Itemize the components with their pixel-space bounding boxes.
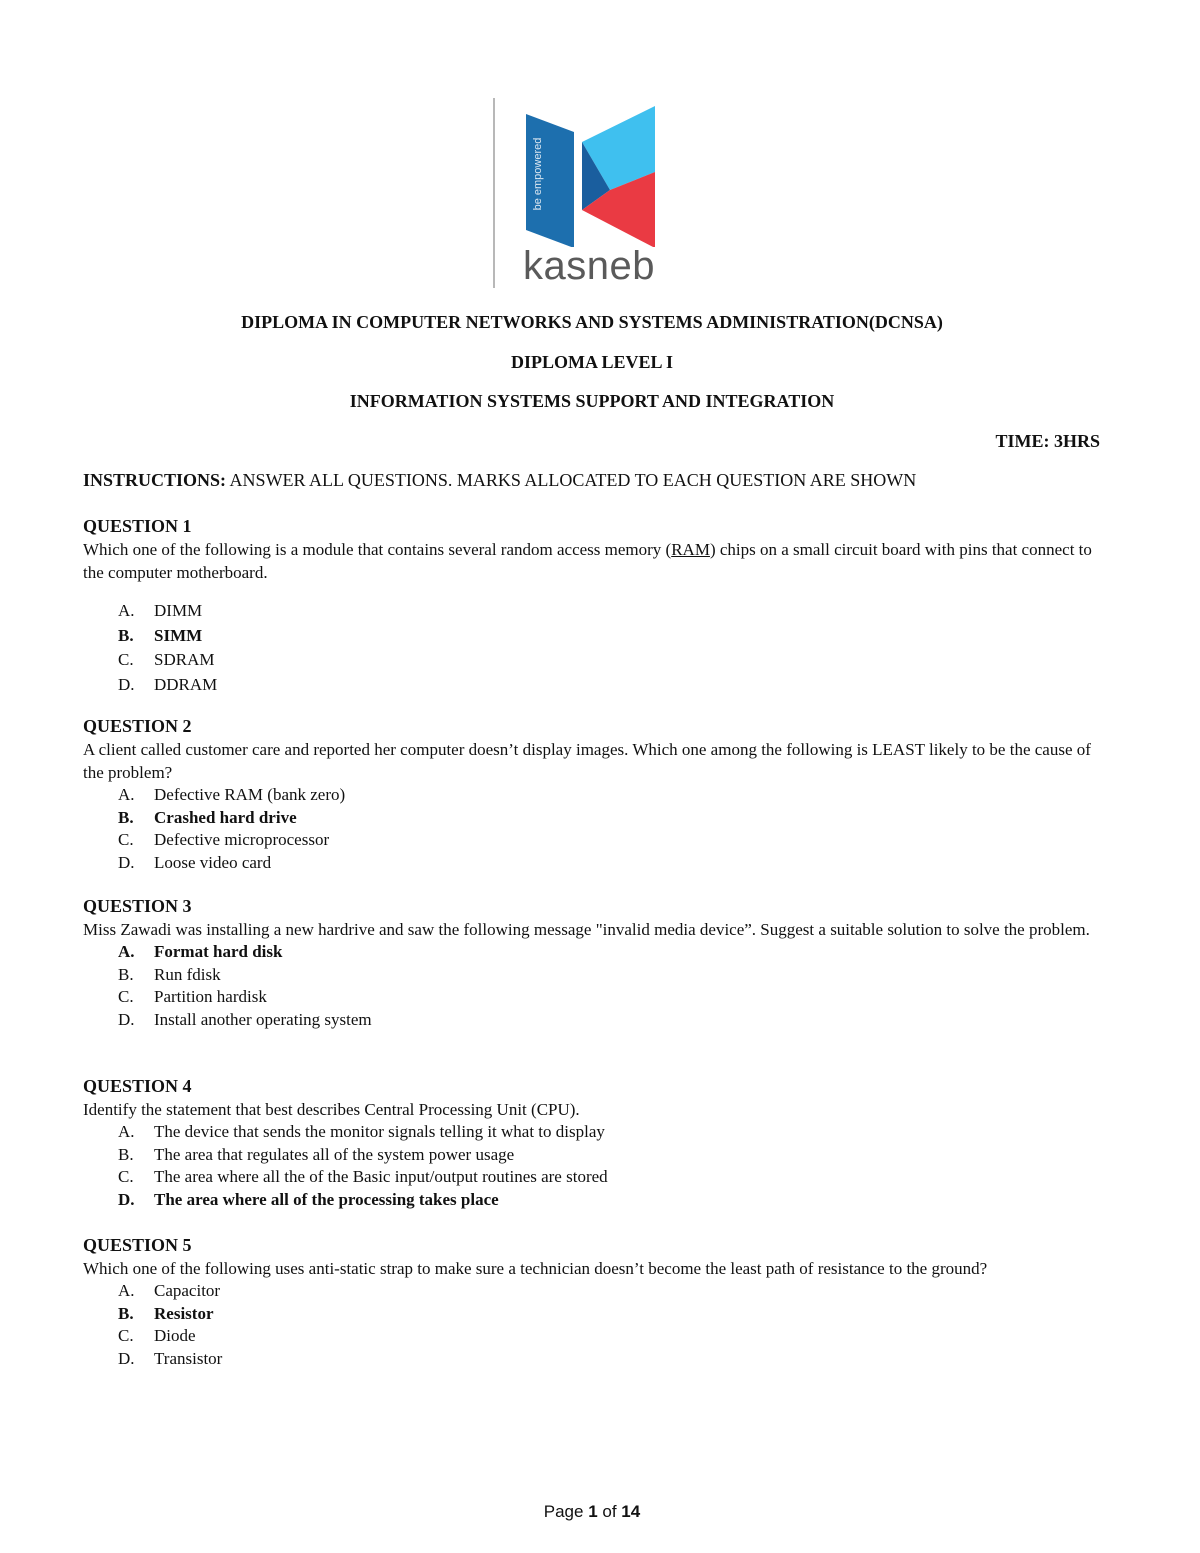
kasneb-logo-mark	[524, 102, 659, 247]
option-letter: C.	[118, 1326, 134, 1345]
option-text: Run fdisk	[154, 964, 221, 984]
option-text: Resistor	[154, 1303, 214, 1323]
option-letter: A.	[118, 942, 135, 961]
option-letter: D.	[118, 674, 135, 694]
option-text: Transistor	[154, 1348, 223, 1368]
logo-tagline: be empowered	[532, 137, 544, 211]
option-a	[83, 599, 1113, 624]
option-list	[83, 1280, 1113, 1370]
option-list	[83, 599, 1113, 697]
option-letter: B.	[118, 1144, 134, 1164]
option-b	[83, 807, 1113, 830]
question-text: Identify the statement that best describes Central Processing Unit (CPU).	[83, 1100, 580, 1119]
option-d	[83, 1009, 1113, 1032]
instructions-text: ANSWER ALL QUESTIONS. MARKS ALLOCATED TO EACH QUESTION ARE SHOWN	[226, 470, 917, 490]
of-word: of	[597, 1502, 622, 1521]
option-list	[83, 941, 1113, 1031]
option-text: Format hard disk	[154, 942, 283, 961]
page-word: Page	[543, 1502, 589, 1521]
option-b	[83, 1144, 1113, 1167]
option-text: Install another operating system	[154, 1009, 372, 1029]
option-c	[83, 1166, 1113, 1189]
option-letter: B.	[118, 625, 134, 645]
option-letter: C.	[118, 650, 134, 669]
option-text: SDRAM	[154, 650, 215, 669]
question-text: Miss Zawadi was installing a new hardrive and saw the following message "invalid media device”. Suggest a suitable solution to solve the problem.	[83, 920, 1090, 939]
option-text: The area that regulates all of the system power usage	[154, 1144, 515, 1164]
option-letter: B.	[118, 807, 134, 827]
option-text: Capacitor	[154, 1281, 221, 1300]
option-letter: C.	[118, 987, 134, 1006]
option-letter: D.	[118, 852, 135, 872]
ram-underlined: RAM	[671, 540, 710, 559]
option-text: Defective microprocessor	[154, 830, 330, 849]
option-letter: A.	[118, 785, 135, 804]
instructions-label: INSTRUCTIONS:	[83, 470, 227, 490]
option-letter: D.	[118, 1009, 135, 1029]
question-title: QUESTION 2	[83, 716, 192, 736]
option-b	[83, 1303, 1113, 1326]
question-4	[83, 1074, 1113, 1211]
question-text: A client called customer care and reported her computer doesn’t display images. Which one among the following is LEAST likely to be the cause of the problem?	[83, 740, 1091, 782]
option-text: The area where all of the processing takes place	[154, 1189, 499, 1209]
option-letter: B.	[118, 964, 134, 984]
logo-wordmark: kasneb	[523, 244, 655, 288]
question-title: QUESTION 4	[83, 1076, 192, 1096]
subject-title: INFORMATION SYSTEMS SUPPORT AND INTEGRATION	[349, 391, 835, 411]
option-letter: C.	[118, 1167, 134, 1186]
instructions	[83, 468, 916, 492]
option-list	[83, 1121, 1113, 1211]
question-text-part: Which one of the following is a module that contains several random access memory (	[83, 540, 672, 559]
option-letter: D.	[118, 1189, 135, 1209]
option-letter: C.	[118, 830, 134, 849]
page-total: 14	[621, 1502, 641, 1521]
option-text: DDRAM	[154, 674, 218, 694]
option-letter: A.	[118, 601, 135, 620]
option-d	[83, 1348, 1113, 1371]
option-text: Diode	[154, 1326, 196, 1345]
option-b	[83, 964, 1113, 987]
option-b	[83, 624, 1113, 649]
option-d	[83, 673, 1113, 698]
option-letter: B.	[118, 1303, 134, 1323]
question-title: QUESTION 3	[83, 896, 192, 916]
question-title: QUESTION 1	[83, 516, 192, 536]
option-letter: D.	[118, 1348, 135, 1368]
option-letter: A.	[118, 1281, 135, 1300]
question-5	[83, 1233, 1113, 1370]
question-text: Which one of the following uses anti-static strap to make sure a technician doesn’t become the least path of resistance to the ground?	[83, 1259, 988, 1278]
option-letter: A.	[118, 1122, 135, 1141]
option-text: SIMM	[154, 625, 203, 645]
option-d	[83, 852, 1113, 875]
programme-title: DIPLOMA IN COMPUTER NETWORKS AND SYSTEMS ADMINISTRATION(DCNSA)	[241, 312, 943, 332]
option-c	[83, 986, 1113, 1009]
logo-divider	[493, 98, 495, 288]
level-title: DIPLOMA LEVEL I	[510, 352, 674, 372]
option-text: DIMM	[154, 601, 203, 620]
option-c	[83, 829, 1113, 852]
option-text: Crashed hard drive	[154, 807, 297, 827]
page-number: 1	[588, 1502, 598, 1521]
option-a	[83, 941, 1113, 964]
option-a	[83, 784, 1113, 807]
question-text-part: ) chips on a small circuit board with pins that connect to the computer motherboard.	[83, 540, 1092, 582]
option-a	[83, 1121, 1113, 1144]
option-text: Partition hardisk	[154, 987, 267, 1006]
question-title: QUESTION 5	[83, 1235, 192, 1255]
question-text	[83, 538, 1113, 584]
option-list	[83, 784, 1113, 874]
option-text: Loose video card	[154, 852, 272, 872]
exam-time: TIME: 3HRS	[995, 431, 1100, 451]
option-d	[83, 1189, 1113, 1212]
kasneb-logo	[488, 96, 668, 292]
option-text: Defective RAM (bank zero)	[154, 785, 346, 804]
option-text: The device that sends the monitor signals telling it what to display	[154, 1122, 605, 1141]
option-a	[83, 1280, 1113, 1303]
question-2	[83, 714, 1113, 874]
question-1	[83, 514, 1113, 697]
option-c	[83, 1325, 1113, 1348]
option-c	[83, 648, 1113, 673]
page-footer	[0, 1500, 1184, 1524]
question-3	[83, 894, 1113, 1031]
option-text: The area where all the of the Basic input/output routines are stored	[154, 1167, 608, 1186]
